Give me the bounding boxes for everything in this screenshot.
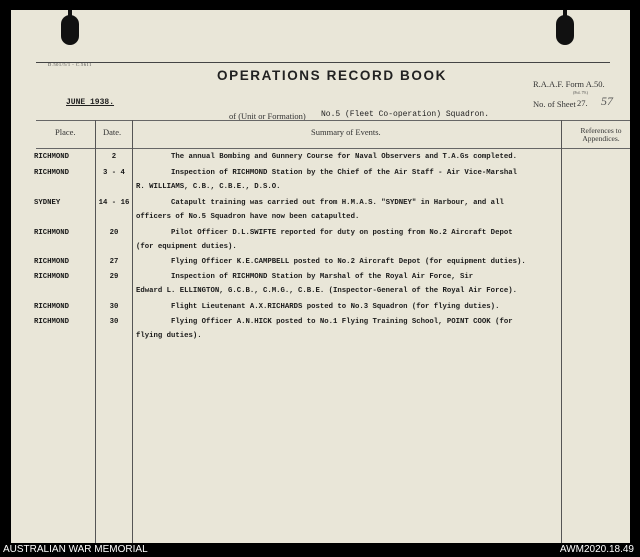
entry-date: 14 - 16 [98,199,130,207]
entry-date: 27 [109,258,119,266]
entry-summary-text: (for equipment duties). [136,243,237,251]
column-header-place: Place. [55,127,76,137]
entry-place: RICHMOND [34,229,70,237]
entry-place: RICHMOND [34,153,70,161]
entry-place: RICHMOND [34,169,70,177]
entry-place: RICHMOND [34,303,70,311]
entry-date: 2 [111,153,117,161]
entry-summary-text: flying duties). [136,332,202,340]
entry-line [11,229,630,241]
entry-place: RICHMOND [34,273,70,281]
entry-line [11,213,630,225]
entry-summary-text: Pilot Officer D.L.SWIFTE reported for duty on posting from No.2 Aircraft Depot [136,229,513,237]
entry-place: SYDNEY [34,199,61,207]
form-code: D.501/5/1 - C.5611 [48,62,92,67]
unit-label: of (Unit or Formation) [229,111,306,121]
header-top-rule [36,120,630,121]
entry-summary-text: The annual Bombing and Gunnery Course for Naval Observers and T.A.Gs completed. [136,153,517,161]
entry-summary-text: officers of No.5 Squadron have now been catapulted. [136,213,360,221]
entry-line [11,287,630,299]
entry-summary-text: Flight Lieutenant A.X.RICHARDS posted to No.3 Squadron (for flying duties). [136,303,500,311]
page-title: OPERATIONS RECORD BOOK [217,68,447,83]
entry-line [11,258,630,270]
sheet-number-handwritten: 57 [601,94,613,108]
binder-hole [556,15,574,45]
entry-line [11,318,630,330]
form-folio: (Fol. 79.) [573,90,588,95]
entry-line [11,183,630,195]
binder-hole [61,15,79,45]
entry-line [11,303,630,315]
column-header-references: References to Appendices. [580,126,622,143]
entry-line [11,332,630,344]
header-bottom-rule [36,148,630,149]
entry-line [11,273,630,285]
entry-summary-text: Inspection of RICHMOND Station by Marshal of the Royal Air Force, Sir [136,273,474,281]
record-sheet [11,10,630,543]
entry-place: RICHMOND [34,318,70,326]
entry-summary-text: Flying Officer A.N.HICK posted to No.1 Flying Training School, POINT COOK (for [136,318,513,326]
entry-summary-text: Flying Officer K.E.CAMPBELL posted to No.2 Aircraft Depot (for equipment duties). [136,258,526,266]
month-year: JUNE 1938. [66,98,115,107]
archive-footer [0,543,640,557]
top-rule [36,62,610,63]
entry-line [11,169,630,181]
entry-date: 30 [109,303,119,311]
entry-place: RICHMOND [34,258,70,266]
column-header-date: Date. [103,127,122,137]
column-header-summary: Summary of Events. [311,127,381,137]
entry-date: 29 [109,273,119,281]
entry-date: 20 [109,229,119,237]
sheet-number: 27. [577,98,588,108]
entry-summary-text: Catapult training was carried out from H.M.A.S. "SYDNEY" in Harbour, and all [136,199,504,207]
sheet-label: No. of Sheet [533,99,576,109]
form-number: R.A.A.F. Form A.50. [533,79,605,89]
archive-reference: AWM2020.18.49 [559,544,634,555]
entry-summary-text: Inspection of RICHMOND Station by the Chief of the Air Staff - Air Vice-Marshal [136,169,517,177]
entry-line [11,199,630,211]
unit-name: No.5 (Fleet Co-operation) Squadron. [321,110,490,119]
entry-date: 3 - 4 [103,169,125,177]
entry-summary-text: Edward L. ELLINGTON, G.C.B., C.M.G., C.B.E. (Inspector-General of the Royal Air Force). [136,287,517,295]
archive-name: AUSTRALIAN WAR MEMORIAL [3,544,148,555]
entry-date: 30 [109,318,119,326]
entry-line [11,243,630,255]
entry-summary-text: R. WILLIAMS, C.B., C.B.E., D.S.O. [136,183,281,191]
entry-line [11,153,630,165]
